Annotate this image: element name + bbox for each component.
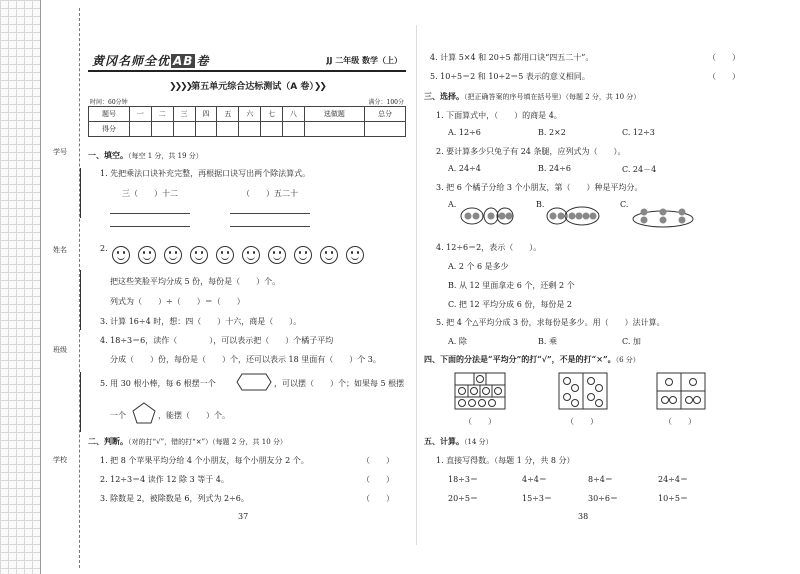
calc-item[interactable]: 15÷3＝ — [522, 494, 552, 503]
class-line — [80, 372, 81, 432]
grade-subject: JJ 二年级 数学（上） — [326, 56, 402, 65]
choice-q2: 2. 要计算多少只兔子有 24 条腿，应列式为（ ）。 — [436, 147, 626, 156]
judge-answer-3[interactable]: （ ） — [362, 494, 394, 503]
question-1-4-a: 4. 18÷3＝6，读作（ ），可以表示把（ ）个橘子平均 — [100, 336, 334, 345]
smiley-face-icon — [216, 246, 234, 264]
answer-line[interactable] — [110, 226, 190, 227]
smiley-face-icon — [268, 246, 286, 264]
smiley-face-icon — [164, 246, 182, 264]
calc-item[interactable]: 24÷4＝ — [658, 475, 688, 484]
page-number: 37 — [238, 512, 249, 521]
choice-q4-option-c[interactable]: C. 把 12 平均分成 6 份，每份是 2 — [448, 300, 572, 309]
choice-q1-option-b[interactable]: B. 2×2 — [538, 128, 566, 137]
binding-grid — [0, 0, 41, 574]
right-page — [424, 0, 762, 574]
question-1-1-b: （ ）五二十 — [242, 189, 298, 198]
orange-groups-b-illustration — [546, 204, 600, 228]
score-cell: 总分 — [364, 107, 405, 122]
section-4-heading: 四、下面的分法是“平均分”的打“√”，不是的打“×”。（6 分） — [424, 354, 640, 364]
calc-q1: 1. 直接写得数。（每题 1 分，共 8 分） — [436, 456, 575, 465]
question-1-5-a-pre: 5. 用 30 根小棒，每 6 根摆一个 — [100, 379, 216, 388]
calc-item[interactable]: 30÷6＝ — [588, 494, 618, 503]
judge-item-2: 2. 12÷3＝4 读作 12 除 3 等于 4。 — [100, 475, 229, 484]
student-number-label: 学号 — [53, 148, 67, 156]
score-cell: 六 — [239, 107, 261, 122]
score-input-cell[interactable] — [195, 122, 217, 137]
calc-item[interactable]: 8÷4＝ — [588, 475, 613, 484]
judge-answer-5[interactable]: （ ） — [708, 72, 740, 81]
score-cell: 题号 — [89, 107, 130, 122]
choice-q5-option-a[interactable]: A. 除 — [448, 337, 467, 346]
choice-q2-option-c[interactable]: C. 24－4 — [622, 165, 657, 174]
choice-q4-option-a[interactable]: A. 2 个 6 是多少 — [448, 262, 509, 271]
choice-q2-option-b[interactable]: B. 24÷6 — [538, 164, 571, 173]
score-input-cell[interactable] — [173, 122, 195, 137]
pentagon-icon — [132, 402, 156, 424]
student-name-line — [80, 270, 81, 330]
answer-line[interactable] — [110, 213, 190, 214]
smiley-face-icon — [138, 246, 156, 264]
choice-q5: 5. 把 4 个△平均分成 3 份，求每份是多少。用（ ）法计算。 — [436, 318, 665, 327]
full-score: 满分：100分 — [368, 99, 404, 106]
choice-q3: 3. 把 6 个橘子分给 3 个小朋友，第（ ）种是平均分。 — [436, 183, 643, 192]
score-cell: 四 — [195, 107, 217, 122]
question-1-1: 1. 先把乘法口诀补充完整，再根据口诀写出两个除法算式。 — [100, 169, 311, 178]
score-input-cell[interactable] — [129, 122, 151, 137]
judge-answer-1[interactable]: （ ） — [362, 456, 394, 465]
division-answer-3[interactable]: （ ） — [664, 417, 696, 426]
section-3-heading: 三、选择。（把正确答案的序号填在括号里）（每题 2 分，共 10 分） — [424, 91, 641, 101]
choice-q1: 1. 下面算式中，（ ）的商是 4。 — [436, 111, 562, 120]
score-input-cell[interactable] — [151, 122, 173, 137]
apple-division-2-illustration — [558, 372, 608, 410]
smiley-face-icon — [190, 246, 208, 264]
score-input-cell[interactable] — [217, 122, 239, 137]
score-cell: 二 — [151, 107, 173, 122]
question-1-5-b-post: ，能摆（ ）个。 — [158, 411, 230, 420]
header-bar — [88, 50, 406, 72]
answer-line[interactable] — [230, 213, 310, 214]
choice-q3-option-b[interactable]: B. — [536, 200, 545, 209]
judge-item-3: 3. 除数是 2，被除数是 6，列式为 2÷6。 — [100, 494, 249, 503]
choice-q3-option-a[interactable]: A. — [448, 200, 457, 209]
score-header-row — [89, 107, 406, 122]
question-1-1-a: 三（ ）十二 — [122, 189, 178, 198]
question-1-4-b: 分成（ ）份，每份是（ ）个，还可以表示 18 里面有（ ）个 3。 — [110, 355, 381, 364]
judge-item-1: 1. 把 8 个苹果平均分给 4 个小朋友，每个小朋友分 2 个。 — [100, 456, 309, 465]
smiley-face-icon — [294, 246, 312, 264]
smiley-face-icon — [346, 246, 364, 264]
question-1-5-b-pre: 一个 — [110, 411, 126, 420]
apple-division-3-illustration — [656, 372, 706, 410]
score-input-cell[interactable] — [304, 122, 364, 137]
choice-q1-option-a[interactable]: A. 12÷6 — [448, 128, 481, 137]
score-cell: 三 — [173, 107, 195, 122]
division-answer-2[interactable]: （ ） — [566, 417, 598, 426]
score-cell: 一 — [129, 107, 151, 122]
section-2-heading: 二、判断。（对的打“√”，错的打“×”）（每题 2 分，共 10 分） — [88, 436, 287, 446]
calc-item[interactable]: 10÷5＝ — [658, 494, 688, 503]
judge-answer-4[interactable]: （ ） — [708, 53, 740, 62]
choice-q4: 4. 12÷6＝2，表示（ ）。 — [436, 243, 542, 252]
section-1-heading: 一、填空。（每空 1 分，共 19 分） — [88, 150, 203, 160]
smiley-face-icon — [112, 246, 130, 264]
score-cell: 五 — [217, 107, 239, 122]
question-1-2-number: 2. — [100, 244, 108, 253]
page-divider — [416, 25, 417, 545]
score-input-cell[interactable] — [261, 122, 283, 137]
hexagon-icon — [236, 372, 272, 392]
orange-groups-c-illustration — [632, 204, 694, 230]
question-1-3: 3. 计算 16÷4 时，想：四（ ）十六，商是（ ）。 — [100, 317, 302, 326]
question-1-5-a-post: ，可以摆（ ）个；如果每 5 根摆 — [274, 379, 405, 388]
choice-q1-option-c[interactable]: C. 12÷3 — [622, 128, 655, 137]
score-cell: 选做题 — [304, 107, 364, 122]
score-cell: 得分 — [89, 122, 130, 137]
smiley-face-icon — [242, 246, 260, 264]
score-input-cell[interactable] — [364, 122, 405, 137]
choice-q5-option-c[interactable]: C. 加 — [622, 337, 641, 346]
choice-q5-option-b[interactable]: B. 乘 — [538, 337, 557, 346]
score-table — [88, 106, 406, 137]
judge-item-5: 5. 10÷5＝2 和 10÷2＝5 表示的意义相同。 — [430, 72, 590, 81]
time-limit: 时间：60分钟 — [90, 99, 128, 106]
division-answer-1[interactable]: （ ） — [464, 417, 496, 426]
choice-q4-option-b[interactable]: B. 从 12 里面拿走 6 个，还剩 2 个 — [448, 281, 575, 290]
score-value-row — [89, 122, 406, 137]
page-number: 38 — [578, 512, 589, 521]
brand-logo: 黄冈名师全优 AB 卷 — [92, 54, 210, 68]
unit-title: ❯❯❯❯第五单元综合达标测试（A 卷）❯❯ — [169, 82, 325, 92]
student-name-label: 姓名 — [53, 246, 67, 254]
school-label: 学校 — [53, 456, 67, 464]
calc-item[interactable]: 4÷4＝ — [522, 475, 547, 484]
left-page — [88, 0, 406, 574]
calc-item[interactable]: 20÷5＝ — [448, 494, 478, 503]
choice-q2-option-a[interactable]: A. 24÷4 — [448, 164, 481, 173]
score-input-cell[interactable] — [283, 122, 305, 137]
choice-q3-option-c[interactable]: C. — [620, 200, 629, 209]
smiley-face-icon — [320, 246, 338, 264]
answer-line[interactable] — [230, 226, 310, 227]
section-5-heading: 五、计算。（14 分） — [424, 436, 493, 446]
score-cell: 七 — [261, 107, 283, 122]
question-1-2-text: 把这些笑脸平均分成 5 份，每份是（ ）个。 — [110, 277, 281, 286]
question-1-2-formula: 列式为（ ）÷（ ）＝（ ） — [110, 297, 245, 306]
judge-answer-2[interactable]: （ ） — [362, 475, 394, 484]
class-label: 班级 — [53, 346, 67, 354]
score-cell: 八 — [283, 107, 305, 122]
student-number-line — [80, 168, 81, 218]
apple-division-1-illustration — [454, 372, 506, 410]
judge-item-4: 4. 计算 5×4 和 20÷5 都用口诀“四五二十”。 — [430, 53, 594, 62]
calc-item[interactable]: 18÷3＝ — [448, 475, 478, 484]
orange-groups-a-illustration — [460, 204, 514, 228]
score-input-cell[interactable] — [239, 122, 261, 137]
